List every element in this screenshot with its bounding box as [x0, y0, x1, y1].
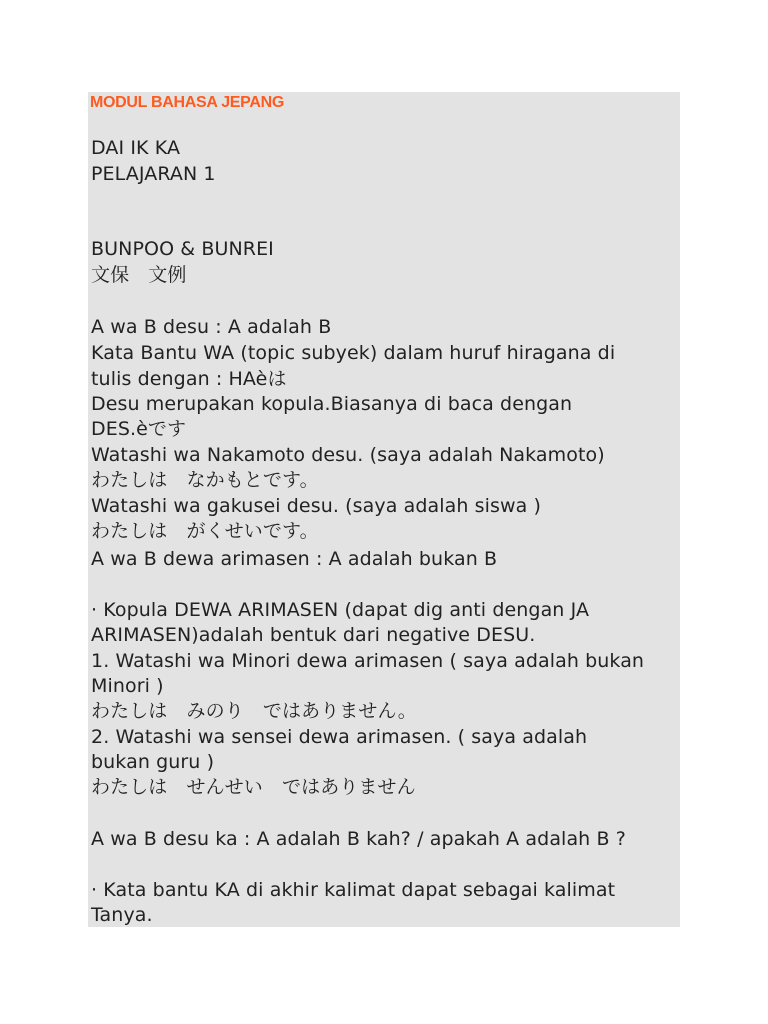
text-line: Desu merupakan kopula.Biasanya di baca dengan	[91, 393, 573, 415]
text-line: わたしは みのり ではありません。	[91, 700, 417, 722]
text-line: BUNPOO & BUNREI	[91, 238, 274, 260]
text-line: DAI IK KA	[91, 137, 181, 159]
text-line: tulis dengan : HAèは	[91, 368, 287, 390]
text-line: DES.èです	[91, 418, 187, 440]
text-line: PELAJARAN 1	[91, 163, 216, 185]
text-line: Minori )	[91, 675, 164, 697]
text-line: Watashi wa gakusei desu. (saya adalah siswa )	[91, 495, 542, 517]
text-line: ARIMASEN)adalah bentuk dari negative DESU.	[91, 624, 536, 646]
text-line: · Kopula DEWA ARIMASEN (dapat dig anti dengan JA	[91, 599, 590, 621]
text-line: A wa B dewa arimasen : A adalah bukan B	[91, 548, 498, 570]
text-line: 2. Watashi wa sensei dewa arimasen. ( saya adalah	[91, 726, 588, 748]
text-line: わたしは なかもとです。	[91, 469, 319, 491]
text-line: Kata Bantu WA (topic subyek) dalam huruf hiragana di	[91, 342, 616, 364]
text-line: A wa B desu : A adalah B	[91, 316, 332, 338]
document-title: MODUL BAHASA JEPANG	[90, 94, 285, 111]
text-line: わたしは せんせい ではありません	[91, 776, 416, 798]
text-line: Tanya.	[91, 904, 153, 926]
text-line: · Kata bantu KA di akhir kalimat dapat sebagai kalimat	[91, 879, 616, 901]
text-line: A wa B desu ka : A adalah B kah? / apakah A adalah B ?	[91, 828, 626, 850]
text-line: Watashi wa Nakamoto desu. (saya adalah Nakamoto)	[91, 444, 605, 466]
text-line: bukan guru )	[91, 751, 215, 773]
text-line: 1. Watashi wa Minori dewa arimasen ( saya adalah bukan	[91, 650, 645, 672]
text-line: 文保 文例	[91, 264, 187, 286]
text-line: わたしは がくせいです。	[91, 520, 319, 542]
